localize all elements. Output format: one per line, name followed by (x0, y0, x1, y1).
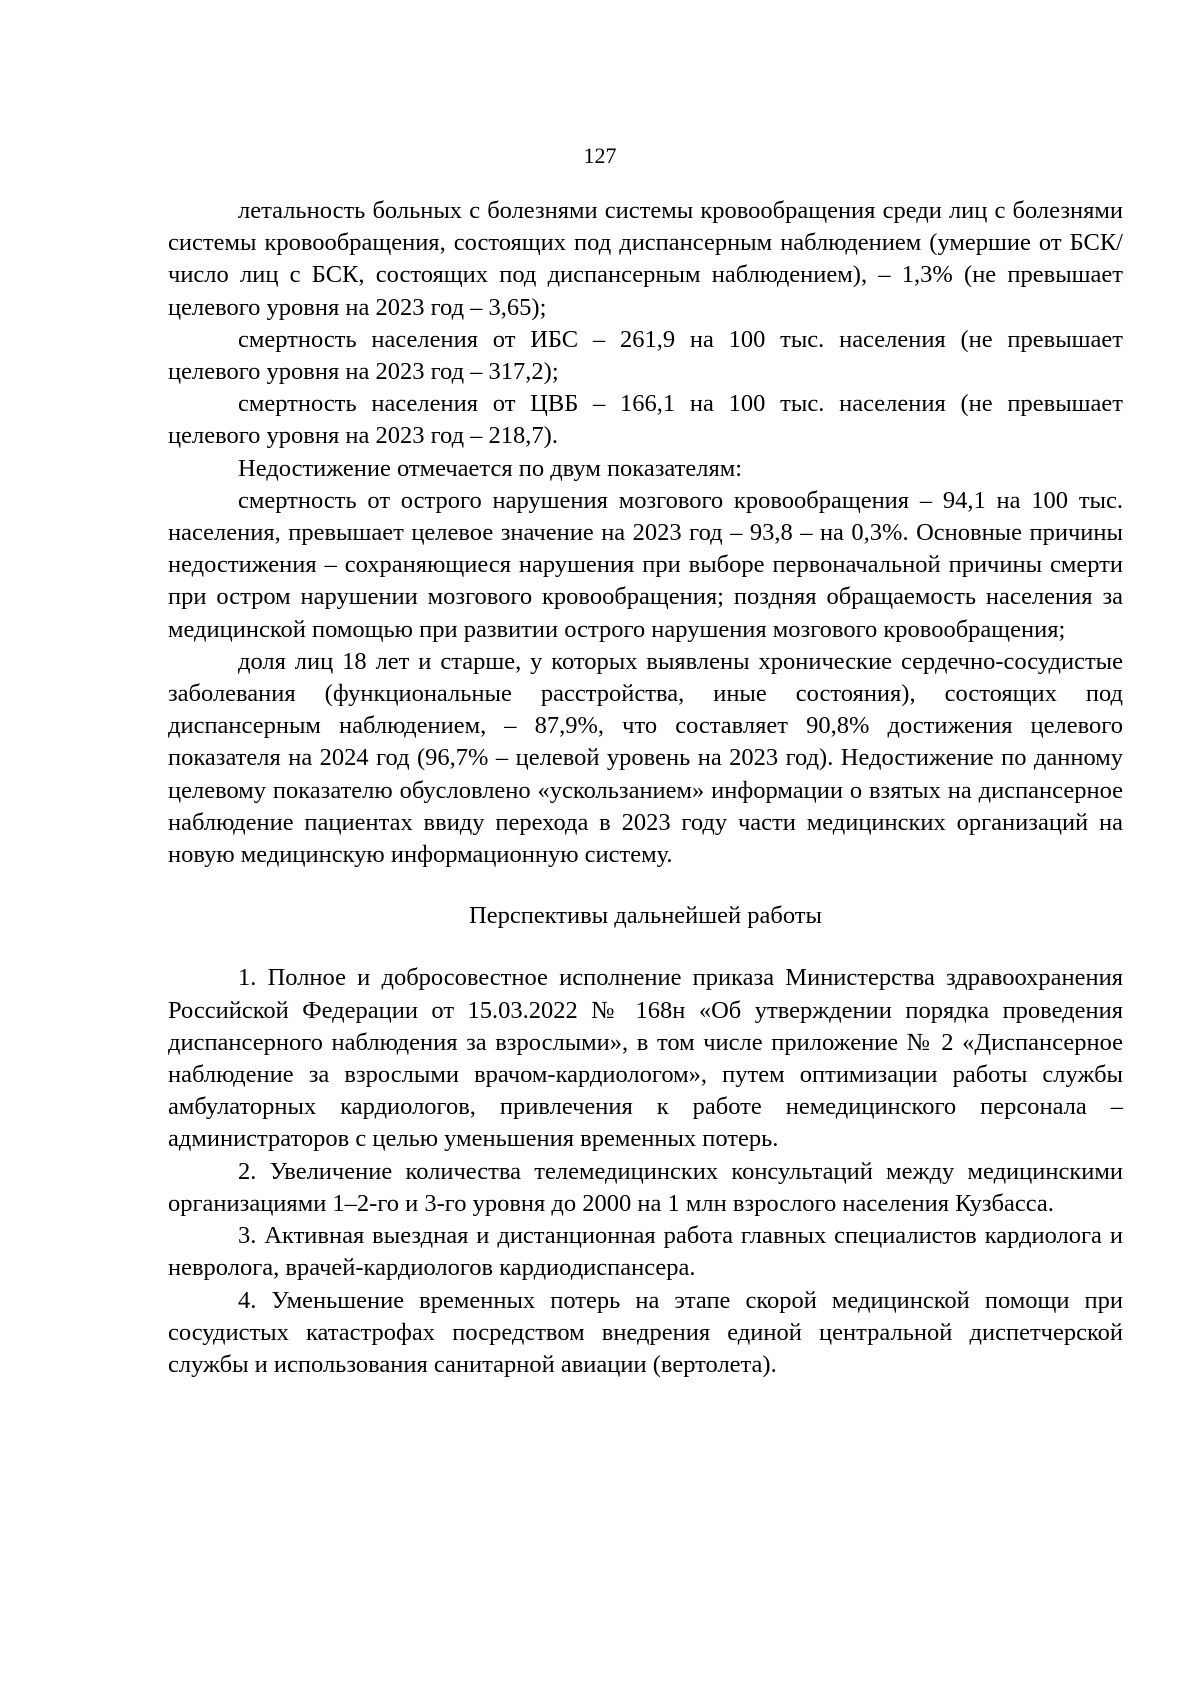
paragraph-stroke-mortality: смертность от острого нарушения мозгового кровообращения – 94,1 на 100 тыс. населения, превышает целевое значение на 2023 год – 93,8 – на 0,3%. Основные причины недостижения – сохраняющиеся нарушения при выборе первоначальной причины смерти при остром нарушении мозгового кровообращения; поздняя обращаемость населения за медицинской помощью при развитии острого нарушения мозгового кровообращения; (168, 486, 1123, 643)
paragraph-dispensary-share: доля лиц 18 лет и старше, у которых выявлены хронические сердечно-сосудистые заболевания (функциональные расстройства, иные состояния), состоящих под диспансерным наблюдением, – 87,9%, что составляет 90,8% достижения целевого показателя на 2024 год (96,7% – целевой уровень на 2023 год). Недостижение по данному целевому показателю обусловлено «ускользанием» информации о взятых на диспансерное наблюдение пациентах ввиду перехода в 2023 году части медицинских организаций на новую медицинскую информационную систему. (168, 647, 1123, 869)
section-heading: Перспективы дальнейшей работы (469, 902, 822, 930)
list-item-2: 2. Увеличение количества телемедицинских консультаций между медицинскими организациями 1–2-го и 3-го уровня до 2000 на 1 млн взрослого населения Кузбасса. (168, 1157, 1123, 1217)
list-item-3: 3. Активная выездная и дистанционная работа главных специалистов кардиолога и невролога, врачей-кардиологов кардиодиспансера. (168, 1222, 1123, 1282)
list-item-4: 4. Уменьшение временных потерь на этапе скорой медицинской помощи при сосудистых катастрофах посредством внедрения единой центральной диспетчерской службы и использования санитарной авиации (вертолета). (168, 1286, 1123, 1378)
paragraph-non-achievement-intro: Недостижение отмечается по двум показателям: (238, 454, 743, 482)
page-number: 127 (583, 143, 617, 168)
paragraph-cvb-mortality: смертность населения от ЦВБ – 166,1 на 100 тыс. населения (не превышает целевого уровня на 2023 год – 218,7). (168, 390, 1123, 450)
document-body (168, 195, 1123, 1381)
paragraph-bsk-lethality: летальность больных с болезнями системы кровообращения среди лиц с болезнями системы кровообращения, состоящих под диспансерным наблюдением (умершие от БСК/число лиц с БСК, состоящих под диспансерным наблюдением), – 1,3% (не превышает целевого уровня на 2023 год – 3,65); (168, 197, 1123, 321)
list-item-1: 1. Полное и добросовестное исполнение приказа Министерства здравоохранения Российской Федерации от 15.03.2022 № 168н «Об утверждении порядка проведения диспансерного наблюдения за взрослыми», в том числе приложение № 2 «Диспансерное наблюдение за взрослыми врачом-кардиологом», путем оптимизации работы службы амбулаторных кардиологов, привлечения к работе немедицинского персонала – администраторов с целью уменьшения временных потерь. (168, 964, 1123, 1153)
paragraph-ibs-mortality: смертность населения от ИБС – 261,9 на 100 тыс. населения (не превышает целевого уровня на 2023 год – 317,2); (168, 325, 1123, 386)
